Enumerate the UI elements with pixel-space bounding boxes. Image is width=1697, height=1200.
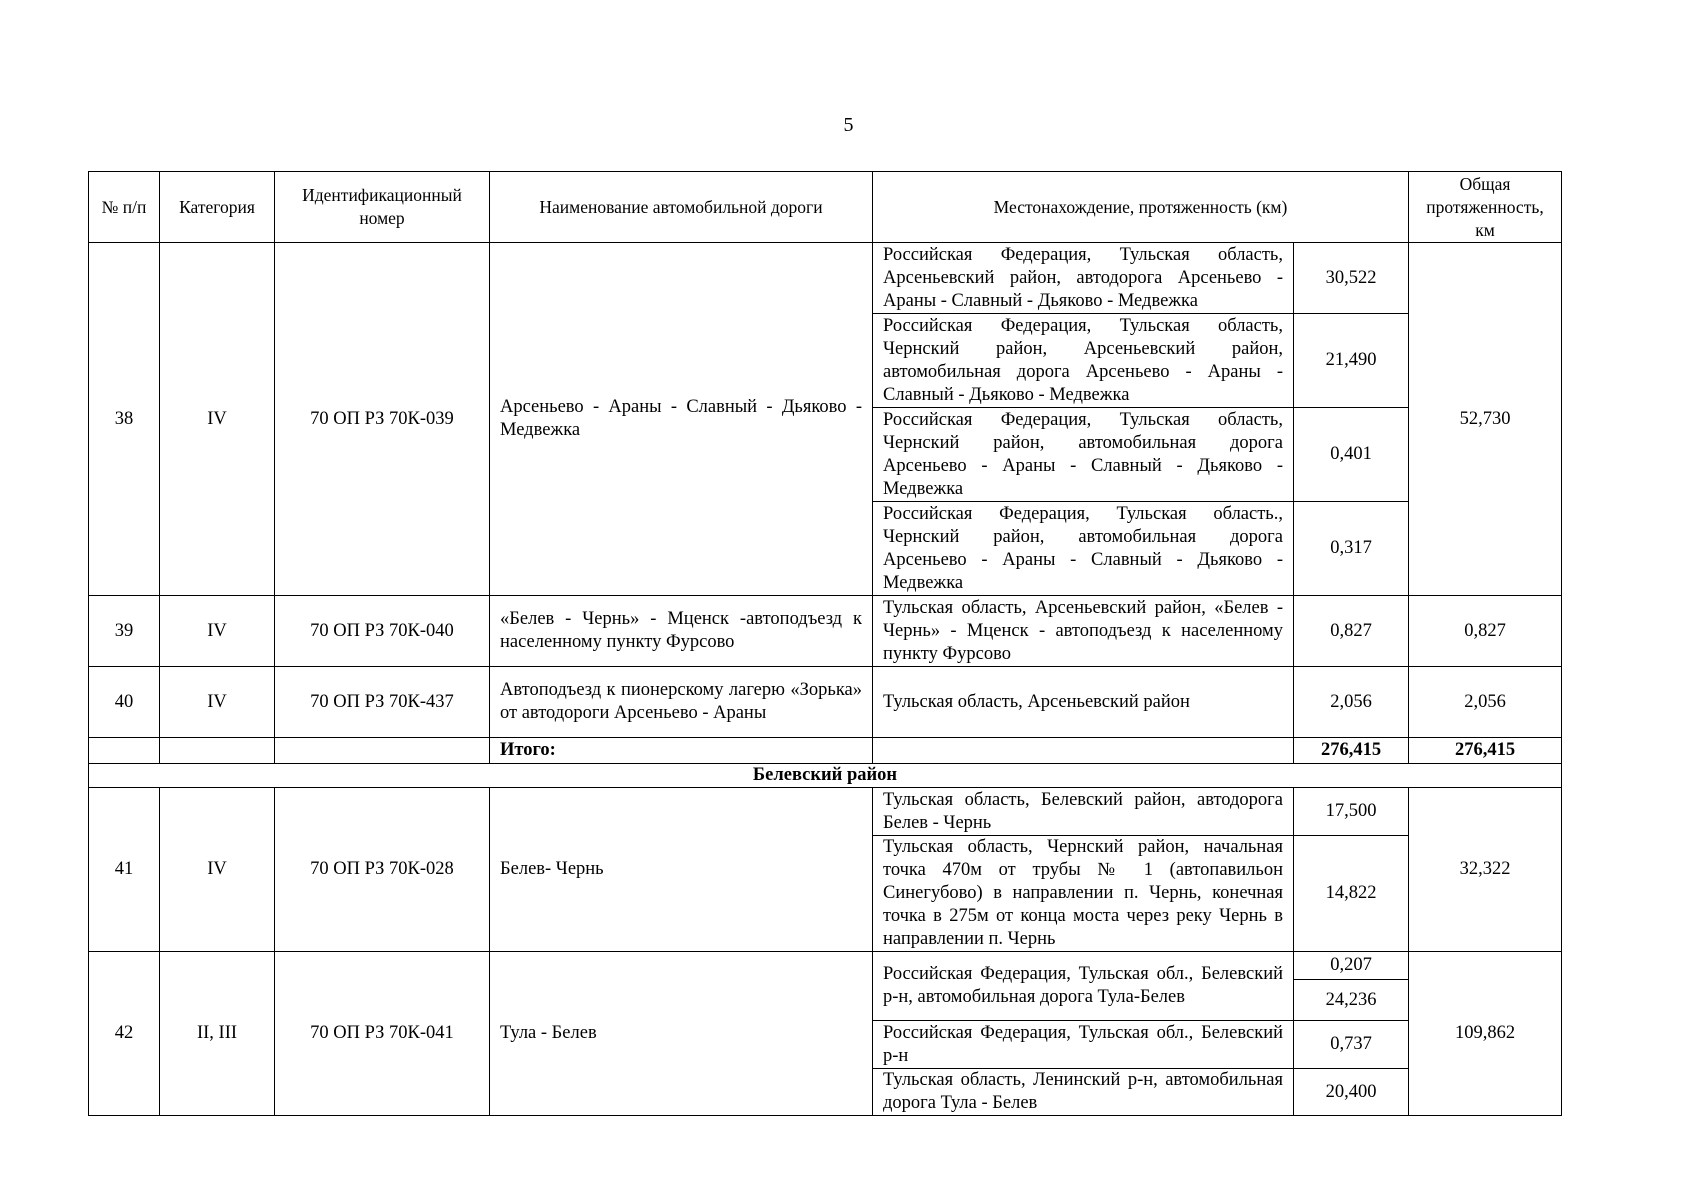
segment-location: Российская Федерация, Тульская область, Чернский район, Арсеньевский район, автомобильная дорога Арсеньево - Араны - Славный - Дьяково - Медвежка bbox=[873, 314, 1294, 408]
row-road-name: Тула - Белев bbox=[490, 952, 873, 1116]
table-header-row bbox=[89, 172, 1562, 243]
row-road-name: «Белев - Чернь» - Мценск -автоподъезд к населенному пункту Фурсово bbox=[490, 596, 873, 667]
segment-length: 0,317 bbox=[1294, 502, 1409, 596]
row-category: IV bbox=[160, 596, 275, 667]
segment-length: 2,056 bbox=[1294, 667, 1409, 738]
segment-length: 14,822 bbox=[1294, 836, 1409, 952]
segment-location: Российская Федерация, Тульская область, Чернский район, автомобильная дорога Арсеньево - Араны - Славный - Дьяково - Медвежка bbox=[873, 408, 1294, 502]
segment-length: 30,522 bbox=[1294, 243, 1409, 314]
header-category: Категория bbox=[160, 172, 275, 243]
roads-table bbox=[88, 171, 1562, 1116]
row-id: 70 ОП РЗ 70К-039 bbox=[275, 243, 490, 596]
district-row bbox=[89, 764, 1562, 788]
segment-length: 21,490 bbox=[1294, 314, 1409, 408]
total-overall: 276,415 bbox=[1409, 738, 1562, 764]
row-category: IV bbox=[160, 788, 275, 952]
row-id: 70 ОП РЗ 70К-028 bbox=[275, 788, 490, 952]
segment-length: 0,207 bbox=[1294, 952, 1409, 980]
row-total: 109,862 bbox=[1409, 952, 1562, 1116]
segment-location: Российская Федерация, Тульская область., Чернский район, автомобильная дорога Арсеньево - Араны - Славный - Дьяково - Медвежка bbox=[873, 502, 1294, 596]
row-id: 70 ОП РЗ 70К-040 bbox=[275, 596, 490, 667]
segment-location: Тульская область, Арсеньевский район, «Белев - Чернь» - Мценск - автоподъезд к населенному пункту Фурсово bbox=[873, 596, 1294, 667]
total-row bbox=[89, 738, 1562, 764]
row-num: 38 bbox=[89, 243, 160, 596]
segment-location: Тульская область, Ленинский р-н, автомобильная дорога Тула - Белев bbox=[873, 1069, 1294, 1116]
header-location: Местонахождение, протяженность (км) bbox=[873, 172, 1409, 243]
segment-length: 20,400 bbox=[1294, 1069, 1409, 1116]
segment-location: Российская Федерация, Тульская область, Арсеньевский район, автодорога Арсеньево - Араны - Славный - Дьяково - Медвежка bbox=[873, 243, 1294, 314]
header-id: Идентификационный номер bbox=[275, 172, 490, 243]
row-total: 32,322 bbox=[1409, 788, 1562, 952]
table-row bbox=[89, 788, 1562, 836]
row-num: 39 bbox=[89, 596, 160, 667]
header-name: Наименование автомобильной дороги bbox=[490, 172, 873, 243]
table-row bbox=[89, 243, 1562, 314]
page-number: 5 bbox=[843, 114, 854, 136]
row-id: 70 ОП РЗ 70К-437 bbox=[275, 667, 490, 738]
row-num: 42 bbox=[89, 952, 160, 1116]
segment-location: Российская Федерация, Тульская обл., Белевский р-н, автомобильная дорога Тула-Белев bbox=[873, 952, 1294, 1021]
table-row bbox=[89, 596, 1562, 667]
segment-length: 0,401 bbox=[1294, 408, 1409, 502]
row-category: II, III bbox=[160, 952, 275, 1116]
row-num: 41 bbox=[89, 788, 160, 952]
segment-length: 24,236 bbox=[1294, 980, 1409, 1021]
row-total: 2,056 bbox=[1409, 667, 1562, 738]
segment-length: 0,827 bbox=[1294, 596, 1409, 667]
row-category: IV bbox=[160, 243, 275, 596]
row-road-name: Белев- Чернь bbox=[490, 788, 873, 952]
total-length: 276,415 bbox=[1294, 738, 1409, 764]
segment-length: 0,737 bbox=[1294, 1021, 1409, 1069]
total-label: Итого: bbox=[490, 738, 873, 764]
table-row bbox=[89, 952, 1562, 980]
header-total: Общая протяженность, км bbox=[1409, 172, 1562, 243]
segment-location: Тульская область, Белевский район, автодорога Белев - Чернь bbox=[873, 788, 1294, 836]
district-heading: Белевский район bbox=[89, 764, 1562, 788]
header-num: № п/п bbox=[89, 172, 160, 243]
row-total: 52,730 bbox=[1409, 243, 1562, 596]
segment-length: 17,500 bbox=[1294, 788, 1409, 836]
row-num: 40 bbox=[89, 667, 160, 738]
row-id: 70 ОП РЗ 70К-041 bbox=[275, 952, 490, 1116]
row-total: 0,827 bbox=[1409, 596, 1562, 667]
row-road-name: Автоподъезд к пионерскому лагерю «Зорька» от автодороги Арсеньево - Араны bbox=[490, 667, 873, 738]
segment-location: Тульская область, Чернский район, начальная точка 470м от трубы № 1 (автопавильон Синегубово) в направлении п. Чернь, конечная точка в 275м от конца моста через реку Чернь в направлении п. Чернь bbox=[873, 836, 1294, 952]
segment-location: Тульская область, Арсеньевский район bbox=[873, 667, 1294, 738]
table-row bbox=[89, 667, 1562, 738]
row-category: IV bbox=[160, 667, 275, 738]
segment-location: Российская Федерация, Тульская обл., Белевский р-н bbox=[873, 1021, 1294, 1069]
row-road-name: Арсеньево - Араны - Славный - Дьяково - Медвежка bbox=[490, 243, 873, 596]
